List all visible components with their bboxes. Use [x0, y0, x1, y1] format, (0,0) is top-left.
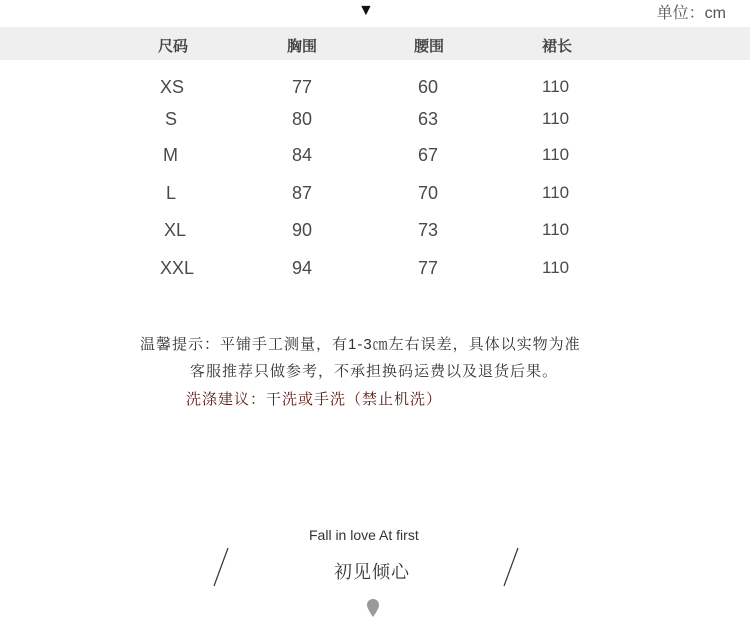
cell-length: 110	[542, 77, 570, 96]
header-size: 尺码	[158, 38, 189, 55]
location-pin-icon	[366, 598, 380, 618]
cell-waist: 73	[418, 220, 439, 240]
cell-bust: 90	[292, 220, 313, 240]
right-slash-decoration	[498, 546, 538, 588]
cell-size: S	[165, 109, 178, 129]
cell-length: 110	[542, 220, 570, 239]
table-row	[0, 109, 750, 131]
cell-waist: 77	[418, 258, 439, 278]
cell-bust: 80	[292, 109, 313, 129]
left-slash-decoration	[208, 546, 248, 588]
cell-length: 110	[542, 145, 570, 164]
cell-waist: 70	[418, 183, 439, 203]
cell-size: XS	[160, 77, 185, 97]
cell-length: 110	[542, 183, 570, 202]
service-note: 客服推荐只做参考，不承担换码运费以及退货后果。	[190, 363, 559, 380]
header-bust: 胸围	[287, 38, 318, 55]
cell-bust: 94	[292, 258, 313, 278]
cell-bust: 87	[292, 183, 313, 203]
table-row	[0, 183, 750, 205]
washing-advice: 洗涤建议：干洗或手洗（禁止机洗）	[186, 390, 443, 408]
cell-waist: 63	[418, 109, 439, 129]
measurement-note: 温馨提示：平铺手工测量，有1-3㎝左右误差，具体以实物为准	[140, 336, 581, 353]
cell-size: M	[163, 145, 178, 165]
down-triangle-marker: ▼	[358, 2, 374, 19]
table-row	[0, 258, 750, 280]
table-row	[0, 77, 750, 99]
header-waist: 腰围	[414, 38, 445, 55]
cell-waist: 60	[418, 77, 439, 97]
cell-bust: 77	[292, 77, 313, 97]
cell-bust: 84	[292, 145, 313, 165]
footer-english-tagline: Fall in love At first	[309, 527, 419, 543]
header-length: 裙长	[542, 38, 573, 55]
table-row	[0, 145, 750, 167]
cell-size: XXL	[160, 258, 195, 278]
cell-length: 110	[542, 109, 570, 128]
cell-size: XL	[164, 220, 187, 240]
cell-length: 110	[542, 258, 570, 277]
cell-size: L	[166, 183, 177, 203]
table-row	[0, 220, 750, 242]
cell-waist: 67	[418, 145, 439, 165]
table-header-band	[0, 27, 750, 60]
footer-chinese-tagline: 初见倾心	[334, 562, 410, 582]
unit-label: 单位：cm	[656, 5, 726, 22]
